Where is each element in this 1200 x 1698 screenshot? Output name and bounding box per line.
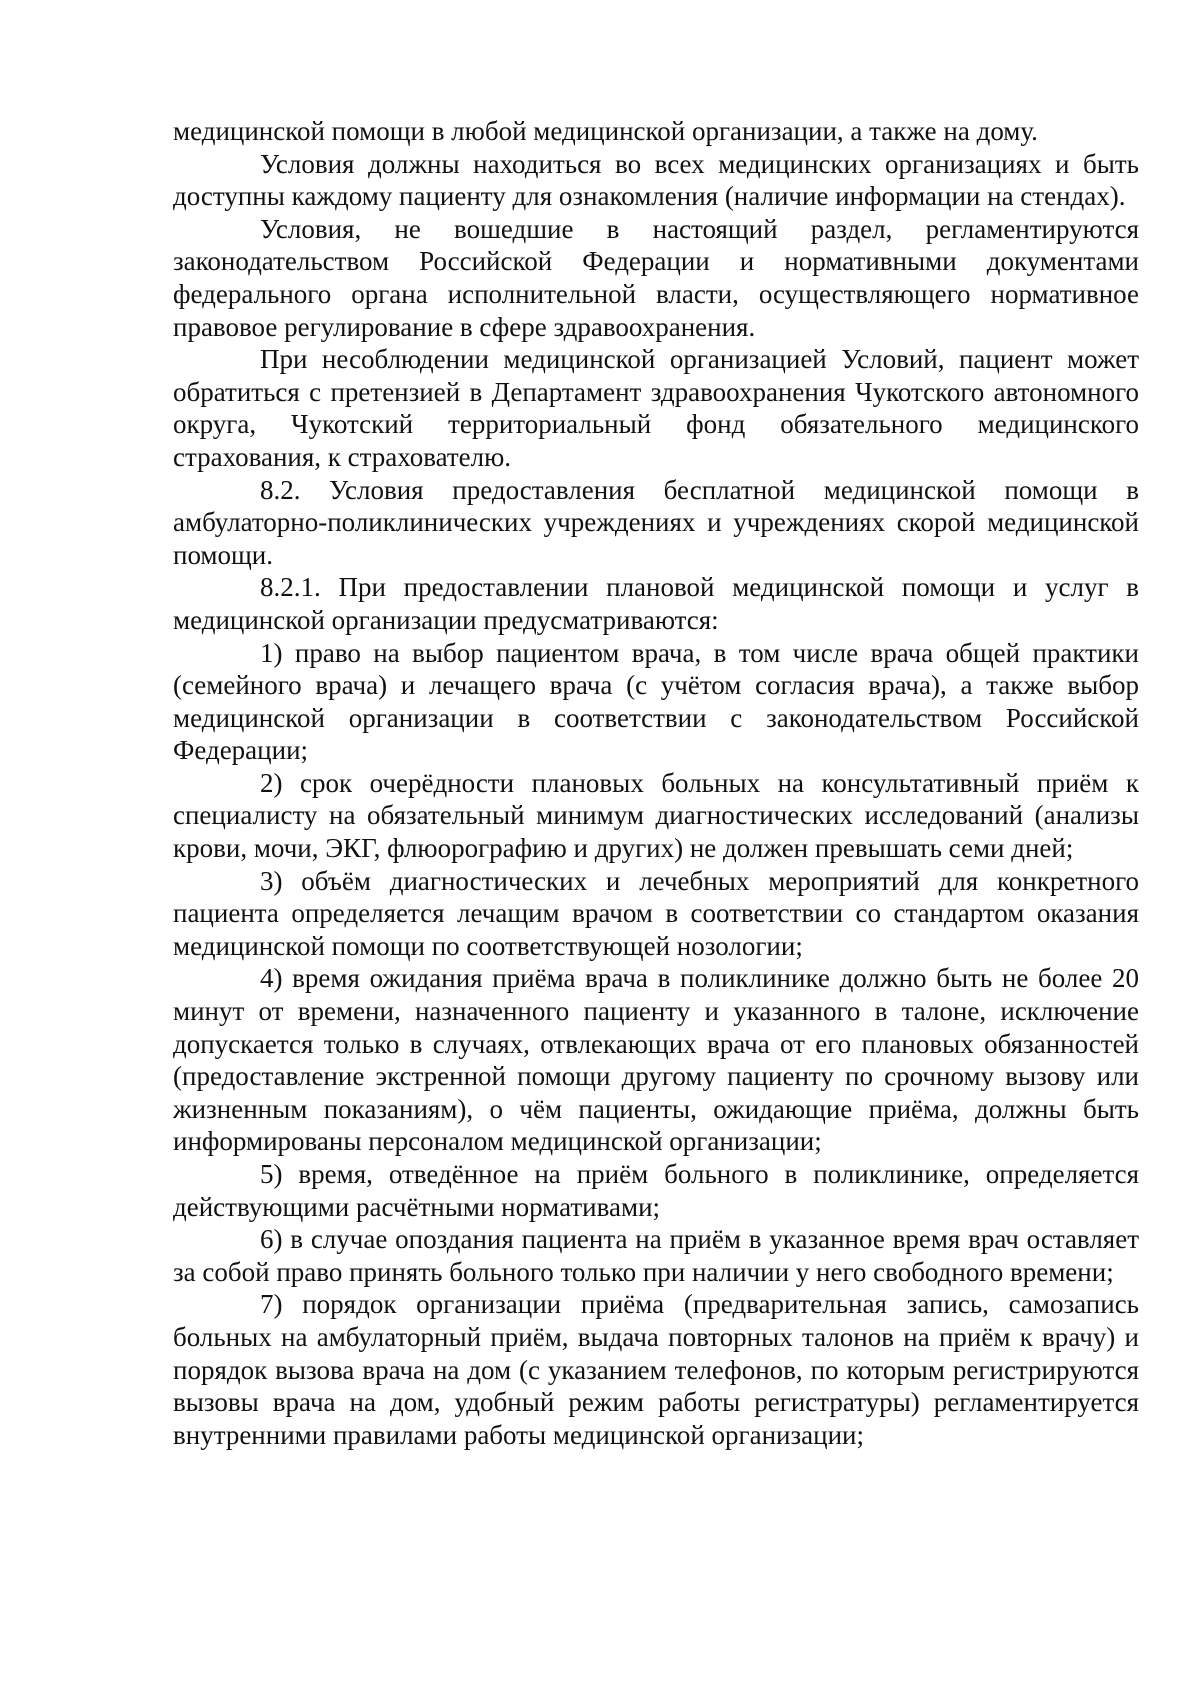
paragraph-conditions-regulation: Условия, не вошедшие в настоящий раздел, регламентируются законодательством Российской Федерации и нормативными документами федерального органа исполнительной власти, осуществляющего нормативное правовое регулирование в сфере здравоохранения. bbox=[173, 213, 1139, 342]
section-heading-8-2-1: 8.2.1. При предоставлении плановой медицинской помощи и услуг в медицинской организации предусматриваются: bbox=[173, 572, 1139, 635]
list-item-6: 6) в случае опоздания пациента на приём в указанное время врач оставляет за собой право принять больного только при наличии у него свободного времени; bbox=[173, 1224, 1139, 1287]
list-item-5: 5) время, отведённое на приём больного в поликлинике, определяется действующими расчётными нормативами; bbox=[173, 1159, 1139, 1222]
document-page bbox=[173, 115, 1139, 1451]
list-item-3: 3) объём диагностических и лечебных мероприятий для конкретного пациента определяется лечащим врачом в соответствии со стандартом оказания медицинской помощи по соответствующей нозологии; bbox=[173, 865, 1139, 961]
list-item-7: 7) порядок организации приёма (предварительная запись, самозапись больных на амбулаторный приём, выдача повторных талонов на приём к врачу) и порядок вызова врача на дом (с указанием телефонов, по которым регистрируются вызовы врача на дом, удобный режим работы регистратуры) регламентируется внутренними правилами работы медицинской организации; bbox=[173, 1289, 1139, 1450]
list-item-4: 4) время ожидания приёма врача в поликлинике должно быть не более 20 минут от времени, назначенного пациенту и указанного в талоне, исключение допускается только в случаях, отвлекающих врача от его плановых обязанностей (предоставление экстренной помощи другому пациенту по срочному вызову или жизненным показаниям), о чём пациенты, ожидающие приёма, должны быть информированы персоналом медицинской организации; bbox=[173, 963, 1139, 1157]
list-item-2: 2) срок очерёдности плановых больных на консультативный приём к специалисту на обязательный минимум диагностических исследований (анализы крови, мочи, ЭКГ, флюорографию и других) не должен превышать семи дней; bbox=[173, 767, 1139, 864]
section-heading-8-2: 8.2. Условия предоставления бесплатной медицинской помощи в амбулаторно-поликлинических учреждениях и учреждениях скорой медицинской помощи. bbox=[173, 474, 1139, 570]
paragraph-conditions-availability: Условия должны находиться во всех медицинских организациях и быть доступны каждому пациенту для ознакомления (наличие информации на стендах). bbox=[173, 148, 1139, 212]
paragraph-continuation: медицинской помощи в любой медицинской организации, а также на дому. bbox=[173, 116, 1038, 146]
list-item-1: 1) право на выбор пациентом врача, в том числе врача общей практики (семейного врача) и лечащего врача (с учётом согласия врача), а также выбор медицинской организации в соответствии с законодательством Российской Федерации; bbox=[173, 637, 1139, 766]
paragraph-complaint: При несоблюдении медицинской организацией Условий, пациент может обратиться с претензией в Департамент здравоохранения Чукотского автономного округа, Чукотский территориальный фонд обязательного медицинского страхования, к страхователю. bbox=[173, 344, 1139, 472]
